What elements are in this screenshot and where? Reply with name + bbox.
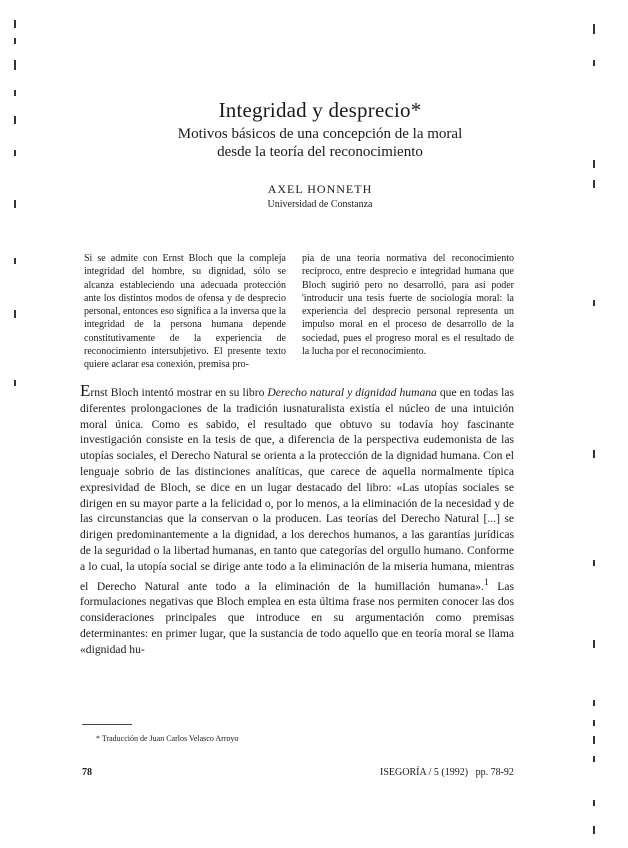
author-name: AXEL HONNETH xyxy=(267,182,373,196)
right-margin-marks xyxy=(593,0,597,848)
abstract-column-2: pia de una teoría normativa del reconocimiento recíproco, entre desprecio e integridad humana que Bloch sugirió pero no desarrolló, para así poder 'introducir una tesis fuerte de sociología moral: la experiencia del desprecio personal representa un impulso moral en el proceso de desarrollo de la sociedad, pues el progreso moral es el resultado de la lucha por el reconocimiento. xyxy=(302,253,514,358)
footnote-divider xyxy=(82,724,132,725)
journal-issue: ISEGORÍA / 5 (1992) xyxy=(380,767,469,778)
drop-cap: E xyxy=(80,381,91,400)
article-title: Integridad y desprecio* xyxy=(218,98,422,122)
subtitle-line: Motivos básicos de una concepción de la moral xyxy=(177,126,463,142)
abstract-column-1: Si se admite con Ernst Bloch que la compleja integridad del hombre, su dignidad, sólo se alcanza estableciendo una adecuada protección ante los distintos modos de ofensa y de desprecio personal, entonces eso significa a la inversa que la integridad de la persona humana depende constitutivamente de la experiencia de reconocimiento intersubjetivo. El presente texto quiere aclarar esa conexión, premisa pro- xyxy=(84,253,286,371)
author-affiliation: Universidad de Constanza xyxy=(267,199,373,210)
left-margin-marks xyxy=(14,0,18,848)
journal-reference xyxy=(380,767,514,778)
footnote-ref: 1 xyxy=(483,576,489,588)
title-block xyxy=(60,98,580,161)
body-text-part: Las formulaciones negativas que Bloch emplea en esta última frase nos permiten conocer las dos consideraciones principales que introduce en su argumentación como premisas determinantes: en primer lugar, que la sustancia de todo aquello que en teoría moral se llama «dignidad hu- xyxy=(80,579,515,656)
book-title: Derecho natural y dignidad humana xyxy=(267,386,437,399)
subtitle-line: desde la teoría del reconocimiento xyxy=(217,144,423,160)
page-number: 78 xyxy=(82,767,92,778)
journal-pages: pp. 78-92 xyxy=(475,767,514,778)
article-subtitle xyxy=(60,125,580,161)
body-text-part: que en todas las diferentes prolongaciones de la tradición iusnaturalista existía el núcleo de una intuición moral única. Como es sabido, el resultado que obtuvo su todavía hoy fascinante investigación consiste en la tesis de que, a diferencia de la perspectiva eudemonista de las utopías sociales, el Derecho Natural se orienta a la protección de la dignidad humana. Con el lenguaje sobrio de las distinciones analíticas, que carece de aquella normalmente típica expresividad de Bloch, se dice en un lugar destacado del libro: «Las utopías sociales se dirigen en su mayor parte a la felicidad o, por lo menos, a la eliminación de la necesidad y de las circunstancias que la conservan o la producen. Las teorías del Derecho Natural [...] se dirigen predominantemente a la dignidad, a los derechos humanos, a las garantías jurídicas de la seguridad o la libertad humanas, en tanto que categorías del orgullo humano. Conforme a lo cual, la utopía social se dirige ante todo a la eliminación de la miseria humana, mientras el Derecho Natural ante todo a la eliminación de la humillación humana». xyxy=(80,386,514,593)
author-block xyxy=(60,182,580,210)
footnote: * Traducción de Juan Carlos Velasco Arroyo xyxy=(96,734,239,743)
body-text-part: rnst Bloch intentó mostrar en su libro xyxy=(90,386,268,399)
body-paragraph xyxy=(80,383,514,657)
